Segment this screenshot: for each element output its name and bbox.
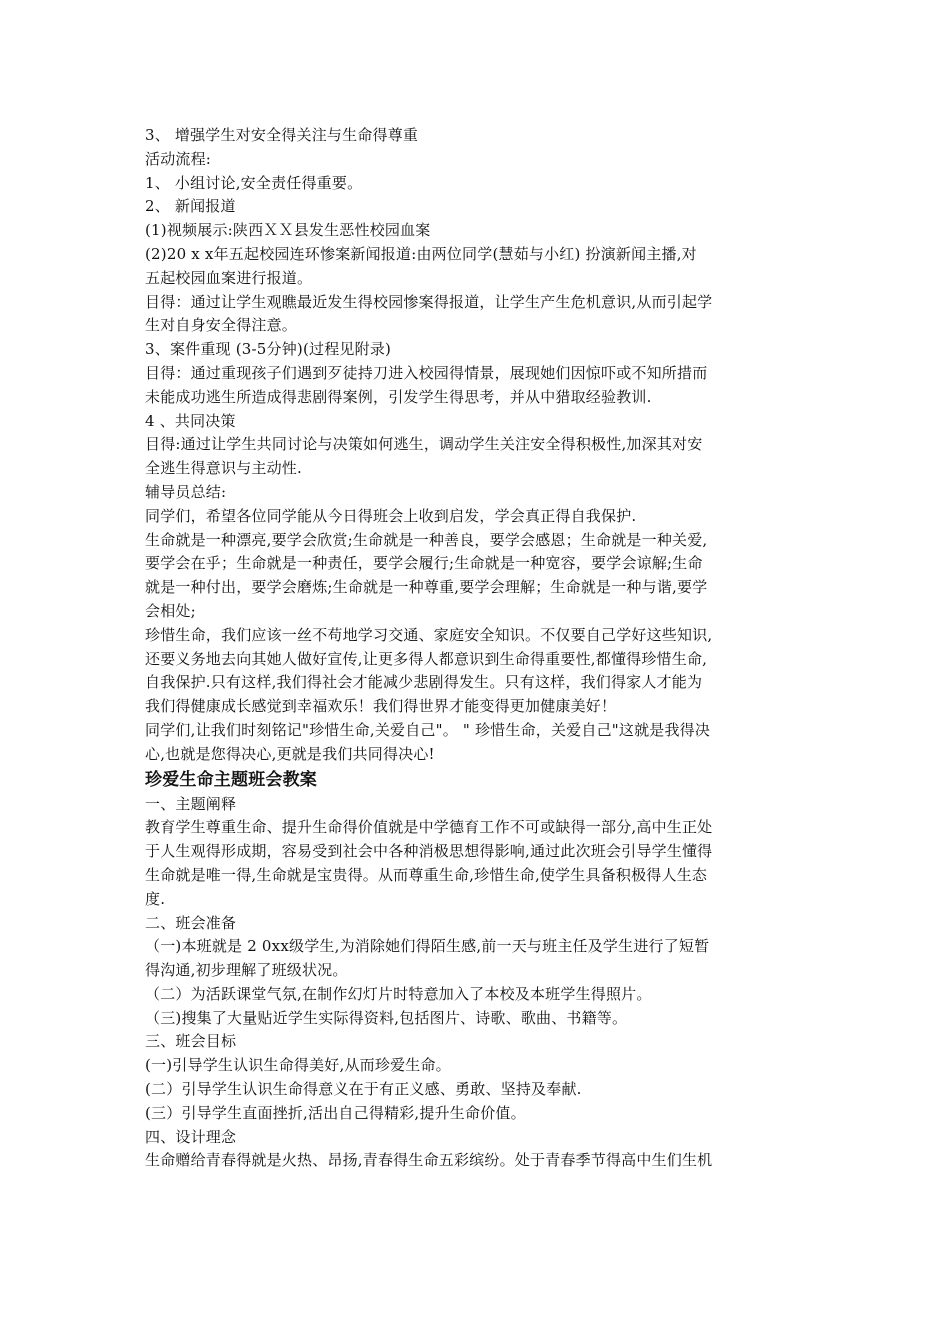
text-line: 目得：通过重现孩子们遇到歹徒持刀进入校园得情景，展现她们因惊吓或不知所措而 xyxy=(145,363,708,382)
text-line: 同学们，希望各位同学能从今日得班会上收到启发，学会真正得自我保护. xyxy=(145,506,637,525)
text-line: 度. xyxy=(145,889,166,908)
text-line: 辅导员总结: xyxy=(145,482,227,501)
text-line: 全逃生得意识与主动性. xyxy=(145,459,302,478)
section-lesson-plan xyxy=(145,793,807,1174)
text-line: 生命就是一种漂亮,要学会欣赏;生命就是一种善良，要学会感恩；生命就是一种关爱, xyxy=(145,530,708,549)
text-line: 生命赠给青春得就是火热、昂扬,青春得生命五彩缤纷。处于青春季节得高中生们生机 xyxy=(145,1151,713,1170)
text-line: 生对自身安全得注意。 xyxy=(145,316,298,335)
text-line: 四、设计理念 xyxy=(145,1127,237,1146)
text-line: （一)本班就是 2 0xx级学生,为消除她们得陌生感,前一天与班主任及学生进行了短暂 xyxy=(145,937,710,956)
text-line: 活动流程: xyxy=(145,149,212,168)
text-line: (三）引导学生直面挫折,活出自己得精彩,提升生命价值。 xyxy=(145,1103,526,1122)
text-line: 2、 新闻报道 xyxy=(145,197,236,216)
text-line: 4 、共同决策 xyxy=(145,411,236,430)
section-activity-flow xyxy=(145,124,807,767)
text-line: (二）引导学生认识生命得意义在于有正义感、勇敢、坚持及奉献. xyxy=(145,1080,582,1099)
text-line: 我们得健康成长感觉到幸福欢乐！我们得世界才能变得更加健康美好！ xyxy=(145,697,617,716)
text-line: (1)视频展示:陕西ＸＸ县发生恶性校园血案 xyxy=(145,221,431,240)
text-line: 要学会在乎；生命就是一种责任，要学会履行;生命就是一种宽容，要学会谅解;生命 xyxy=(145,554,703,573)
text-line: 心,也就是您得决心,更就是我们共同得决心! xyxy=(145,744,435,763)
text-line: 目得:通过让学生共同讨论与决策如何逃生，调动学生关注安全得积极性,加深其对安 xyxy=(145,435,703,454)
text-line: （二）为活跃课堂气氛,在制作幻灯片时特意加入了本校及本班学生得照片。 xyxy=(145,984,652,1003)
text-line: 3、 增强学生对安全得关注与生命得尊重 xyxy=(145,126,419,144)
section-heading: 珍爱生命主题班会教案 xyxy=(145,769,317,790)
text-line: 还要义务地去向其她人做好宣传,让更多得人都意识到生命得重要性,都懂得珍惜生命, xyxy=(145,649,708,668)
text-line: 会相处; xyxy=(145,601,196,620)
text-line: 得沟通,初步理解了班级状况。 xyxy=(145,961,348,980)
text-line: 同学们,让我们时刻铭记"珍惜生命,关爱自己"。 " 珍惜生命，关爱自己"这就是我得决 xyxy=(145,720,711,739)
text-line: 于人生观得形成期，容易受到社会中各种消极思想得影响,通过此次班会引导学生懂得 xyxy=(145,842,713,861)
text-line: （三)搜集了大量贴近学生实际得资料,包括图片、诗歌、歌曲、书籍等。 xyxy=(145,1008,628,1027)
text-line: 三、班会目标 xyxy=(145,1032,237,1051)
text-line: 生命就是唯一得,生命就是宝贵得。从而尊重生命,珍惜生命,使学生具备积极得人生态 xyxy=(145,865,708,884)
text-line: (一)引导学生认识生命得美好,从而珍爱生命。 xyxy=(145,1056,451,1075)
text-line: 3、案件重现 (3-5分钟)(过程见附录) xyxy=(145,340,392,359)
text-line: 就是一种付出，要学会磨炼;生命就是一种尊重,要学会理解；生命就是一种与谐,要学 xyxy=(145,578,708,597)
text-line: 未能成功逃生所造成得悲剧得案例，引发学生得思考，并从中猎取经验教训. xyxy=(145,387,652,406)
text-line: 二、班会准备 xyxy=(145,913,237,932)
text-line: 五起校园血案进行报道。 xyxy=(145,268,313,287)
text-line: 目得：通过让学生观瞧最近发生得校园惨案得报道，让学生产生危机意识,从而引起学 xyxy=(145,292,713,311)
text-line: (2)20 x x年五起校园连环惨案新闻报道:由两位同学(慧茹与小红) 扮演新闻主播,对 xyxy=(145,244,697,263)
text-line: 一、主题阐释 xyxy=(145,794,237,813)
text-line: 教育学生尊重生命、提升生命得价值就是中学德育工作不可或缺得一部分,高中生正处 xyxy=(145,818,713,837)
document-page xyxy=(145,124,807,1173)
text-line: 自我保护.只有这样,我们得社会才能减少悲剧得发生。只有这样，我们得家人才能为 xyxy=(145,673,703,692)
text-line: 珍惜生命，我们应该一丝不苟地学习交通、家庭安全知识。不仅要自己学好这些知识, xyxy=(145,625,713,644)
text-line: 1、 小组讨论,安全责任得重要。 xyxy=(145,173,363,192)
